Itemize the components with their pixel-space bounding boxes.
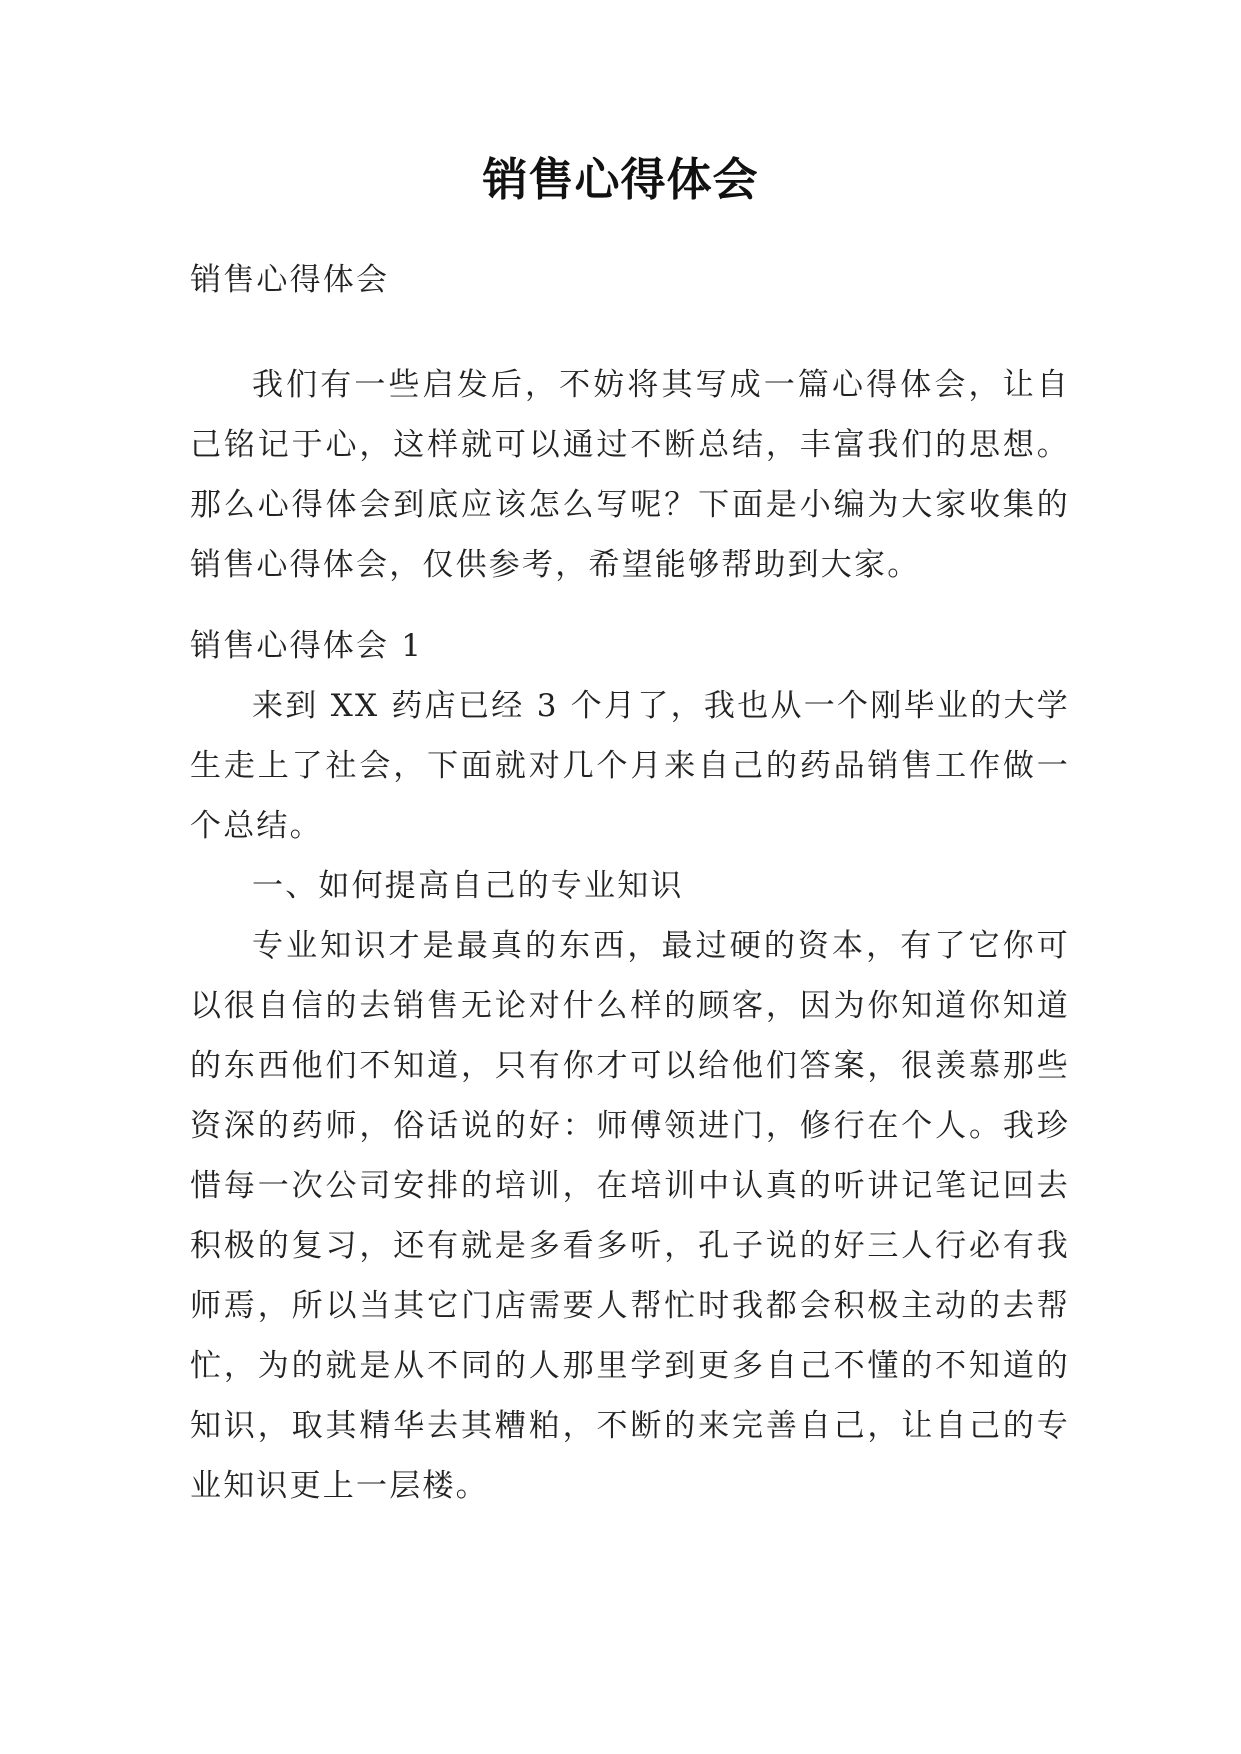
intro-paragraph-block xyxy=(190,355,1070,595)
section-1-block xyxy=(190,616,1070,1516)
section-heading: 销售心得体会 1 xyxy=(190,628,424,664)
intro-paragraph: 我们有一些启发后，不妨将其写成一篇心得体会，让自己铭记于心，这样就可以通过不断总结，丰富我们的思想。那么心得体会到底应该怎么写呢？下面是小编为大家收集的销售心得体会，仅供参考，希望能够帮助到大家。 xyxy=(190,367,1070,583)
section-paragraph-1: 来到 XX 药店已经 3 个月了，我也从一个刚毕业的大学生走上了社会，下面就对几个月来自己的药品销售工作做一个总结。 xyxy=(190,688,1070,844)
document-title: 销售心得体会 xyxy=(482,153,759,206)
intro-heading: 销售心得体会 xyxy=(190,262,390,298)
section-paragraph-2: 专业知识才是最真的东西，最过硬的资本，有了它你可以很自信的去销售无论对什么样的顾客，因为你知道你知道的东西他们不知道，只有你才可以给他们答案，很羡慕那些资深的药师，俗话说的好：师傅领进门，修行在个人。我珍惜每一次公司安排的培训，在培训中认真的听讲记笔记回去积极的复习，还有就是多看多听，孔子说的好三人行必有我师焉，所以当其它门店需要人帮忙时我都会积极主动的去帮忙，为的就是从不同的人那里学到更多自己不懂的不知道的知识，取其精华去其糟粕，不断的来完善自己，让自己的专业知识更上一层楼。 xyxy=(190,928,1070,1504)
subheading-professional-knowledge: 一、如何提高自己的专业知识 xyxy=(252,868,684,904)
intro-heading-block xyxy=(190,250,1070,310)
